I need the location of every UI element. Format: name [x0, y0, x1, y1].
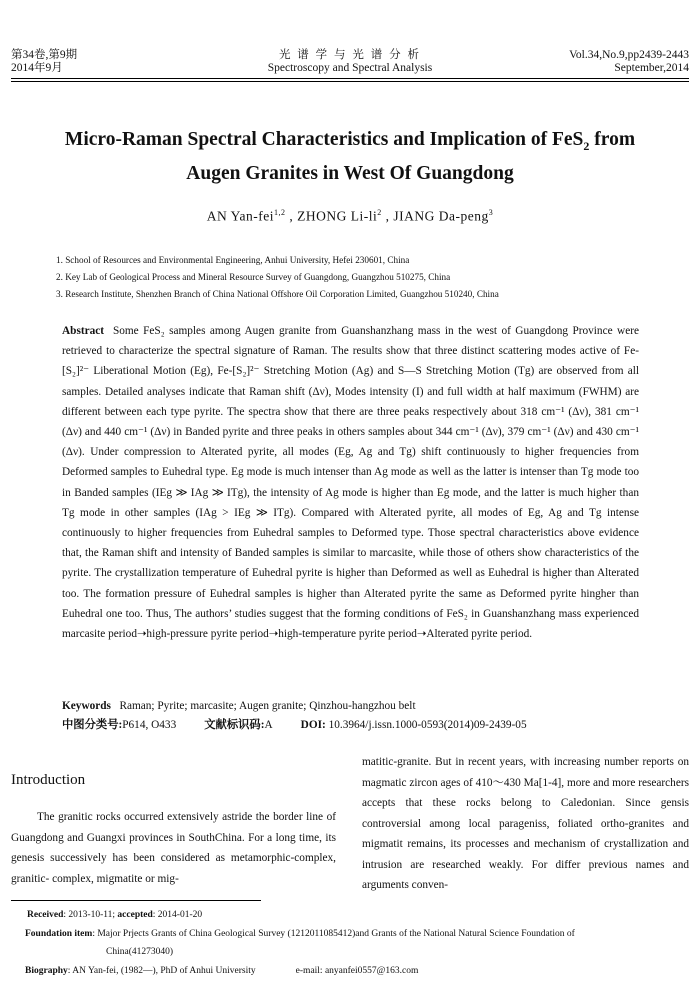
- clc-label: 中图分类号:: [62, 719, 123, 731]
- date-en: September,2014: [614, 62, 689, 74]
- received-date: 2013-10-11: [68, 910, 113, 920]
- abstract-label: Abstract: [62, 325, 105, 337]
- biography-text: AN Yan-fei, (1982—), PhD of Anhui University: [72, 965, 256, 976]
- journal-pages: [569, 49, 689, 75]
- header-rule-top: [11, 78, 689, 79]
- footnote-rule: [11, 900, 261, 901]
- foundation-line: Foundation item: Major Prjects Grants of China Geological Survey (1212011085412)and Grants of the National Natural Science Foundation of: [25, 928, 575, 939]
- volume-issue-cn: 第34卷,第9期: [11, 49, 78, 61]
- abstract-text: Some FeS₂ samples among Augen granite from Guanshanzhang mass in the west of Guangdong Province were retrieved to characterize the spectral signature of Raman. The results show that three distinct scattering modes active of Fe-[S₂]²⁻ Liberational Motion (Eg), Fe-[S₂]²⁻ Stretching Motion (Ag) and S—S Stretching Motion (Tg) are observed from all samples. Detailed analyses indicate that Raman shift (Δν), Modes intensity (I) and full width at half maximum (FWHM) are different between each type pyrite. The spectra show that there are three peaks respectively about 318 cm⁻¹ (Δν), 381 cm⁻¹ (Δν) and 440 cm⁻¹ (Δν) in Banded pyrite and three peaks in others samples about 344 cm⁻¹ (Δν), 379 cm⁻¹ (Δν) and 430 cm⁻¹ (Δν). Under compression to Alterated pyrite, all modes (Eg, Ag and Tg) shift continuously to higher frequencies from Deformed samples to Euhedral type. Eg mode is much intenser than Ag mode as well as the latter is intenser than Tg mode too in Banded samples (IEg ≫ IAg ≫ ITg), the intensity of Ag mode is higher than Eg mode, and the latter is much higher than Tg mode in other samples (IAg > IEg ≫ ITg). Compared with Alterated pyrite, all modes of Eg, Ag and Tg intense continuously to higher frequencies from Euhedral samples to Deformed type. Those spectral characteristics above evidence that, the Raman shift and intensity of Banded samples is similar to marcasite, while those of others show characteristics of the pyrite. The crystallization temperature of Euhedral pyrite is higher than Deformed as well as Euhedral is higher than Alterated too. The formation pressure of Euhedral samples is higher than Alterated pyrite the same as Deformed pyrite hingher than Euhedral one too. Thus, The authors’ studies suggest that the forming conditions of FeS₂ in Guanshanzhang mass experienced marcasite period➝high-pressure pyrite period➝high-temperature pyrite period➝Alterated pyrite period.: [62, 325, 640, 641]
- abstract: [62, 321, 639, 644]
- foundation-text: Major Prjects Grants of China Geological Survey (1212011085412)and Grants of the National Natural Science Foundation of: [97, 928, 575, 939]
- foundation-line-2: China(41273040): [106, 947, 174, 957]
- paper-title: [20, 126, 680, 188]
- header-rule-bottom: [11, 81, 689, 82]
- title-line-2: Augen Granites in West Of Guangdong: [186, 162, 514, 184]
- journal-name-cn: 光 谱 学 与 光 谱 分 析: [278, 49, 422, 61]
- doi-label: DOI:: [300, 719, 326, 731]
- clc-value: P614, O433: [122, 719, 177, 731]
- section-heading-introduction: Introduction: [11, 772, 86, 788]
- affiliations: [56, 252, 499, 303]
- biography-line: Biography: AN Yan-fei, (1982—), PhD of Anhui University e-mail: anyanfei0557@163.com: [25, 965, 419, 976]
- title-line-1: Micro-Raman Spectral Characteristics and Implication of FeS$_2$ from: [64, 129, 636, 153]
- author-1: AN Yan-fei: [206, 208, 274, 224]
- doc-code-label: 文献标识码:: [204, 719, 265, 731]
- journal-name-en: Spectroscopy and Spectral Analysis: [267, 62, 433, 74]
- keywords-label: Keywords: [62, 700, 111, 712]
- affiliation-2: 2. Key Lab of Geological Process and Mineral Resource Survey of Guangdong, Guangzhou 510275, China: [56, 272, 451, 282]
- accepted-date: 2014-01-20: [157, 910, 203, 920]
- introduction-left-column: The granitic rocks occurred extensively astride the border line of Guangdong and Guangxi provinces in SouthChina. For a long time, its genesis successively has been considered as metamorphic-complex, granitic- complex, migmatite or mig-: [11, 811, 336, 885]
- affiliation-3: 3. Research Institute, Shenzhen Branch of China National Offshore Oil Corporation Limited, Guangzhou 510240, China: [56, 289, 499, 299]
- author-3: JIANG Da-peng: [393, 208, 489, 224]
- keywords: [62, 697, 416, 715]
- received-line: Received: 2013-10-11; accepted: 2014-01-20: [27, 910, 203, 920]
- footnotes: [11, 906, 691, 980]
- author-list: AN Yan-fei$^{1,2}$ , ZHONG $Li-li^2$ , JIANG Da-peng$^3$: [206, 208, 494, 224]
- affiliation-1: 1. School of Resources and Environmental Engineering, Anhui University, Hefei 230601, China: [56, 255, 410, 265]
- volume-pages-en: Vol.34,No.9,pp2439-2443: [569, 49, 689, 61]
- classification-line: [62, 716, 527, 734]
- doi-value: 10.3964/j.issn.1000-0593(2014)09-2439-05: [328, 719, 527, 731]
- author-email: e-mail: anyanfei0557@163.com: [295, 965, 419, 976]
- date-cn: 2014年9月: [11, 62, 63, 74]
- introduction-right-column: matitic-granite. But in recent years, with increasing number reports on magmatic zircon ages of 410～430 Ma[1-4], more and more researchers accepts that these rocks belong to Caledonian. Since gensis controversial among local parageniss, foliated ortho-granites and migmatit remains, its processes and mechanism of crystallization and intrusion are researched weakly. For differ previous names and arguments conven-: [362, 756, 689, 891]
- author-2: ZHONG Li-li: [297, 208, 378, 224]
- doc-code-value: A: [264, 719, 273, 731]
- keywords-text: Raman; Pyrite; marcasite; Augen granite; Qinzhou-hangzhou belt: [119, 700, 416, 712]
